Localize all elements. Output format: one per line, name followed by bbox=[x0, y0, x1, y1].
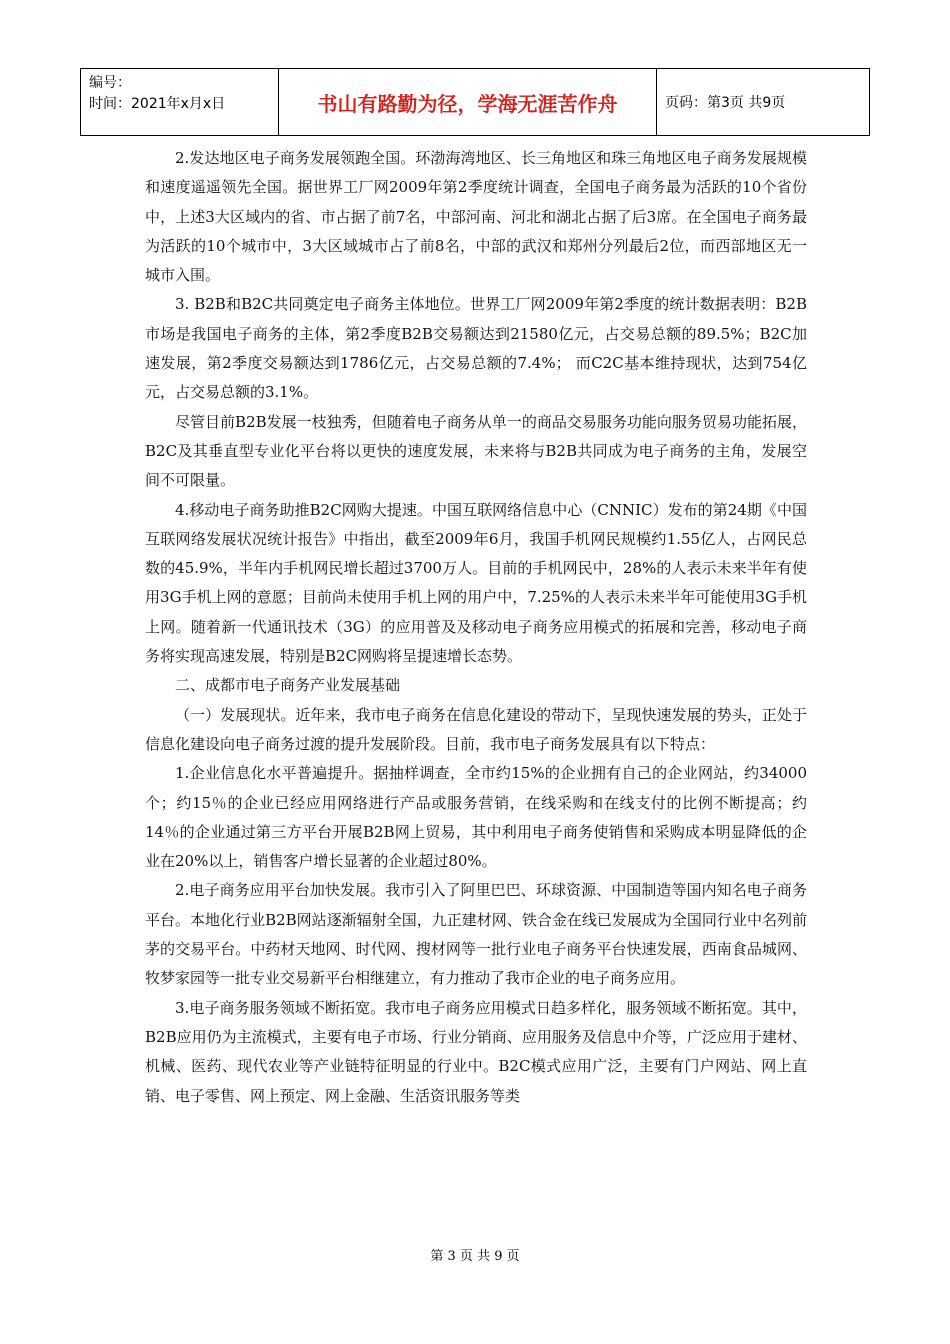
page-indicator: 页码：第3页 共9页 bbox=[665, 95, 786, 111]
paragraph: （一）发展现状。近年来，我市电子商务在信息化建设的带动下，呈现快速发展的势头，正处于信息化建设向电子商务过渡的提升发展阶段。目前，我市电子商务发展具有以下特点： bbox=[145, 705, 807, 753]
paragraph: 3.电子商务服务领域不断拓宽。我市电子商务应用模式日趋多样化，服务领域不断拓宽。其中，B2B应用仍为主流模式，主要有电子市场、行业分销商、应用服务及信息中介等，广泛应用于建材、机械、医药、现代农业等产业链特征明显的行业中。B2C模式应用广泛，主要有门户网站、网上直销、电子零售、网上预定、网上金融、生活资讯服务等类 bbox=[145, 998, 807, 1105]
paragraph: 2.发达地区电子商务发展领跑全国。环渤海湾地区、长三角地区和珠三角地区电子商务发展规模和速度遥遥领先全国。据世界工厂网2009年第2季度统计调查，全国电子商务最为活跃的10个省份中，上述3大区域内的省、市占据了前7名，中部河南、河北和湖北占据了后3席。在全国电子商务最为活跃的10个城市中，3大区域城市占了前8名，中部的武汉和郑州分列最后2位，而西部地区无一城市入围。 bbox=[145, 149, 807, 285]
paragraph: 1.企业信息化水平普遍提升。据抽样调查，全市约15%的企业拥有自己的企业网站，约34000个；约15％的企业已经应用网络进行产品或服务营销，在线采购和在线支付的比例不断提高；约14％的企业通过第三方平台开展B2B网上贸易，其中利用电子商务使销售和采购成本明显降低的企业在20%以上，销售客户增长显著的企业超过80%。 bbox=[145, 764, 807, 871]
section-heading: 二、成都市电子商务产业发展基础 bbox=[175, 676, 401, 695]
document-body bbox=[145, 144, 807, 1111]
date-label: 时间：2021年x月x日 bbox=[89, 96, 226, 112]
number-label: 编号： bbox=[89, 75, 131, 91]
paragraph: 4.移动电子商务助推B2C网购大提速。中国互联网络信息中心（CNNIC）发布的第24期《中国互联网络发展状况统计报告》中指出，截至2009年6月，我国手机网民规模约1.55亿人，占网民总数的45.9%，半年内手机网民增长超过3700万人。目前的手机网民中，28%的人表示未来半年有使用3G手机上网的意愿；目前尚未使用手机上网的用户中，7.25%的人表示未来半年可能使用3G手机上网。随着新一代通讯技术（3G）的应用普及及移动电子商务应用模式的拓展和完善，移动电子商务将实现高速发展，特别是B2C网购将呈提速增长态势。 bbox=[145, 500, 807, 666]
paragraph: 3. B2B和B2C共同奠定电子商务主体地位。世界工厂网2009年第2季度的统计数据表明：B2B市场是我国电子商务的主体，第2季度B2B交易额达到21580亿元，占交易总额的89.5%；B2C加速发展，第2季度交易额达到1786亿元，占交易总额的7.4%； 而C2C基本维持现状，达到754亿元，占交易总额的3.1%。 bbox=[145, 295, 807, 402]
paragraph: 尽管目前B2B发展一枝独秀，但随着电子商务从单一的商品交易服务功能向服务贸易功能拓展，B2C及其垂直型专业化平台将以更快的速度发展，未来将与B2B共同成为电子商务的主角，发展空间不可限量。 bbox=[145, 412, 807, 490]
page-footer: 第 3 页 共 9 页 bbox=[430, 1249, 520, 1264]
header-left-cell bbox=[81, 69, 279, 135]
paragraph: 2.电子商务应用平台加快发展。我市引入了阿里巴巴、环球资源、中国制造等国内知名电子商务平台。本地化行业B2B网站逐渐辐射全国，九正建材网、铁合金在线已发展成为全国同行业中名列前茅的交易平台。中药材天地网、时代网、搜材网等一批行业电子商务平台快速发展，西南食品城网、牧梦家园等一批专业交易新平台相继建立，有力推动了我市企业的电子商务应用。 bbox=[145, 881, 807, 988]
document-header bbox=[80, 68, 870, 136]
motto: 书山有路勤为径，学海无涯苦作舟 bbox=[279, 69, 657, 135]
